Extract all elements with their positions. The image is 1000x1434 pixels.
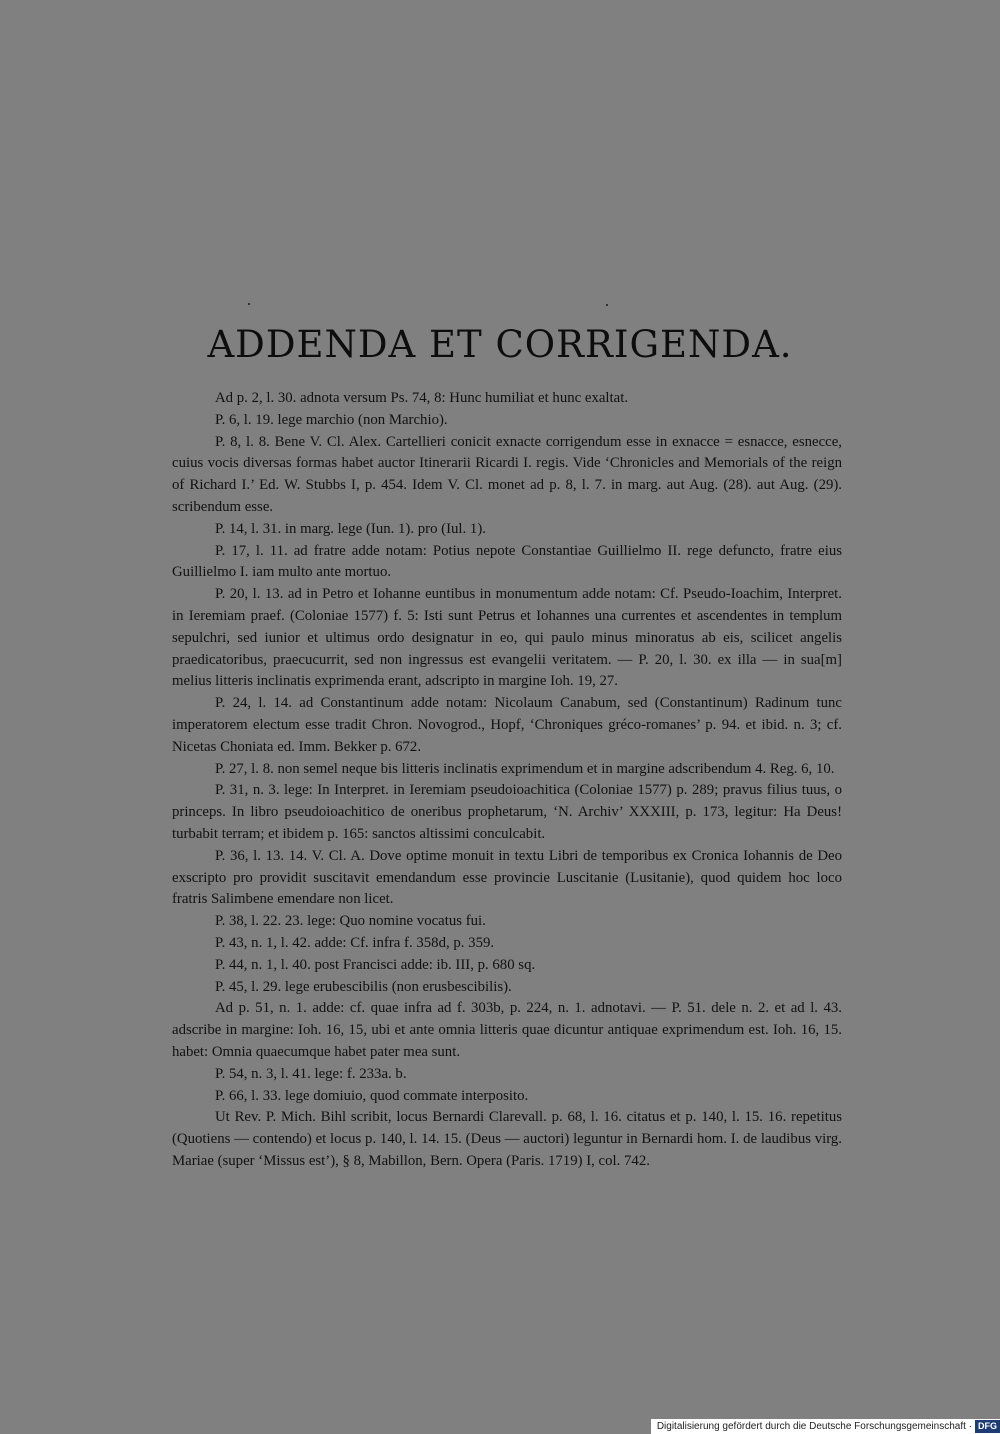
footer-credit: Digitalisierung gefördert durch die Deutsche Forschungsgemeinschaft · [656, 1421, 972, 1432]
entry-9: P. 31, n. 3. lege: In Interpret. in Ieremiam pseudoioachitica (Coloniae 1577) p. 289; pravus filius tuus, o princeps. In libro pseudoioachitico de oneribus prophetarum, ‘N. Archiv’ XXXIII, p. 173, legitur: Ha Deus! turbabit terram; et ibidem p. 165: sanctos altissimi conculcabit. [172, 782, 842, 842]
entry-3: P. 8, l. 8. Bene V. Cl. Alex. Cartellieri conicit exnacte corrigendum esse in exnacce = esnacce, esnecce, cuius vocis diversas formas habet auctor Itinerarii Ricardi I. regis. Vide ‘Chronicles and Memorials of the reign of Richard I.’ Ed. W. Stubbs I, p. 454. Idem V. Cl. monet ad p. 8, l. 7. in marg. aut Aug. (28). aut Aug. (29). scribendum esse. [172, 433, 842, 515]
entry-8: P. 27, l. 8. non semel neque bis litteris inclinatis exprimendum et in margine adscribendum 4. Reg. 6, 10. [215, 760, 835, 777]
entry-4: P. 14, l. 31. in marg. lege (Iun. 1). pro (Iul. 1). [215, 520, 486, 537]
entry-17: P. 66, l. 33. lege domiuio, quod commate interposito. [215, 1087, 529, 1104]
entry-14: P. 45, l. 29. lege erubescibilis (non erusbescibilis). [215, 978, 512, 995]
digitization-footer [651, 1419, 1000, 1434]
entry-13: P. 44, n. 1, l. 40. post Francisci adde: ib. III, p. 680 sq. [215, 956, 536, 973]
entry-10: P. 36, l. 13. 14. V. Cl. A. Dove optime monuit in textu Libri de temporibus ex Cronica Iohannis de Deo exscripto pro providit suscitavit emendandum esse provincie Luscitanie (Lusitanie), quod quidem hoc loco fratris Salimbene emendare non licet. [172, 847, 842, 908]
entry-6: P. 20, l. 13. ad in Petro et Iohanne euntibus in monumentum adde notam: Cf. Pseudo-Ioachim, Interpret. in Ieremiam praef. (Coloniae 1577) f. 5: Isti sunt Petrus et Iohannes una currentes et ascendentes in templum sepulchri, sed iunior et ultimus ordo designatur in eo, qui paulo minus minoratus ab eis, scilicet angelis praedicatoribus, praecucurrit, sed non ingressus est evangelii veritatem. — P. 20, l. 30. ex illa — in sua[m] melius litteris inclinatis exprimenda erant, adscripto in margine Ioh. 19, 27. [172, 586, 842, 690]
entry-11: P. 38, l. 22. 23. lege: Quo nomine vocatus fui. [215, 913, 486, 930]
entry-1: Ad p. 2, l. 30. adnota versum Ps. 74, 8: Hunc humiliat et hunc exaltat. [215, 390, 629, 406]
entry-2: P. 6, l. 19. lege marchio (non Marchio). [215, 411, 448, 428]
addenda-list [172, 388, 842, 1173]
entry-16: P. 54, n. 3, l. 41. lege: f. 233a. b. [215, 1065, 407, 1082]
entry-5: P. 17, l. 11. ad fratre adde notam: Potius nepote Constantiae Guillielmo II. rege defuncto, fratre eius Guillielmo I. iam multo ante mortuo. [172, 542, 842, 581]
page-title: ADDENDA ET CORRIGENDA. [207, 323, 793, 366]
entry-15: Ad p. 51, n. 1. adde: cf. quae infra ad f. 303b, p. 224, n. 1. adnotavi. — P. 51. dele n. 2. et ad l. 43. adscribe in margine: Ioh. 16, 15, ubi et ante omnia litteris quae dicuntur antiquae exprimendum est. Ioh. 16, 15. habet: Omnia quaecumque habet pater mea sunt. [172, 1000, 842, 1060]
entry-12: P. 43, n. 1, l. 42. adde: Cf. infra f. 358d, p. 359. [215, 934, 495, 951]
dfg-logo-icon: DFG [975, 1420, 1000, 1433]
scan-speck [606, 304, 608, 306]
scan-speck [248, 303, 250, 305]
entry-7: P. 24, l. 14. ad Constantinum adde notam: Nicolaum Canabum, sed (Constantinum) Radinum tunc imperatorem electum esse tradit Chron. Novogrod., Hopf, ‘Chroniques gréco-romanes’ p. 94. et ibid. n. 3; cf. Nicetas Choniata ed. Imm. Bekker p. 672. [172, 695, 842, 755]
entry-18: Ut Rev. P. Mich. Bihl scribit, locus Bernardi Clarevall. p. 68, l. 16. citatus et p. 140, l. 15. 16. repetitus (Quotiens — contendo) et locus p. 140, l. 14. 15. (Deus — auctori) leguntur in Bernardi hom. I. de laudibus virg. Mariae (super ‘Missus est’), § 8, Mabillon, Bern. Opera (Paris. 1719) I, col. 742. [172, 1109, 842, 1169]
